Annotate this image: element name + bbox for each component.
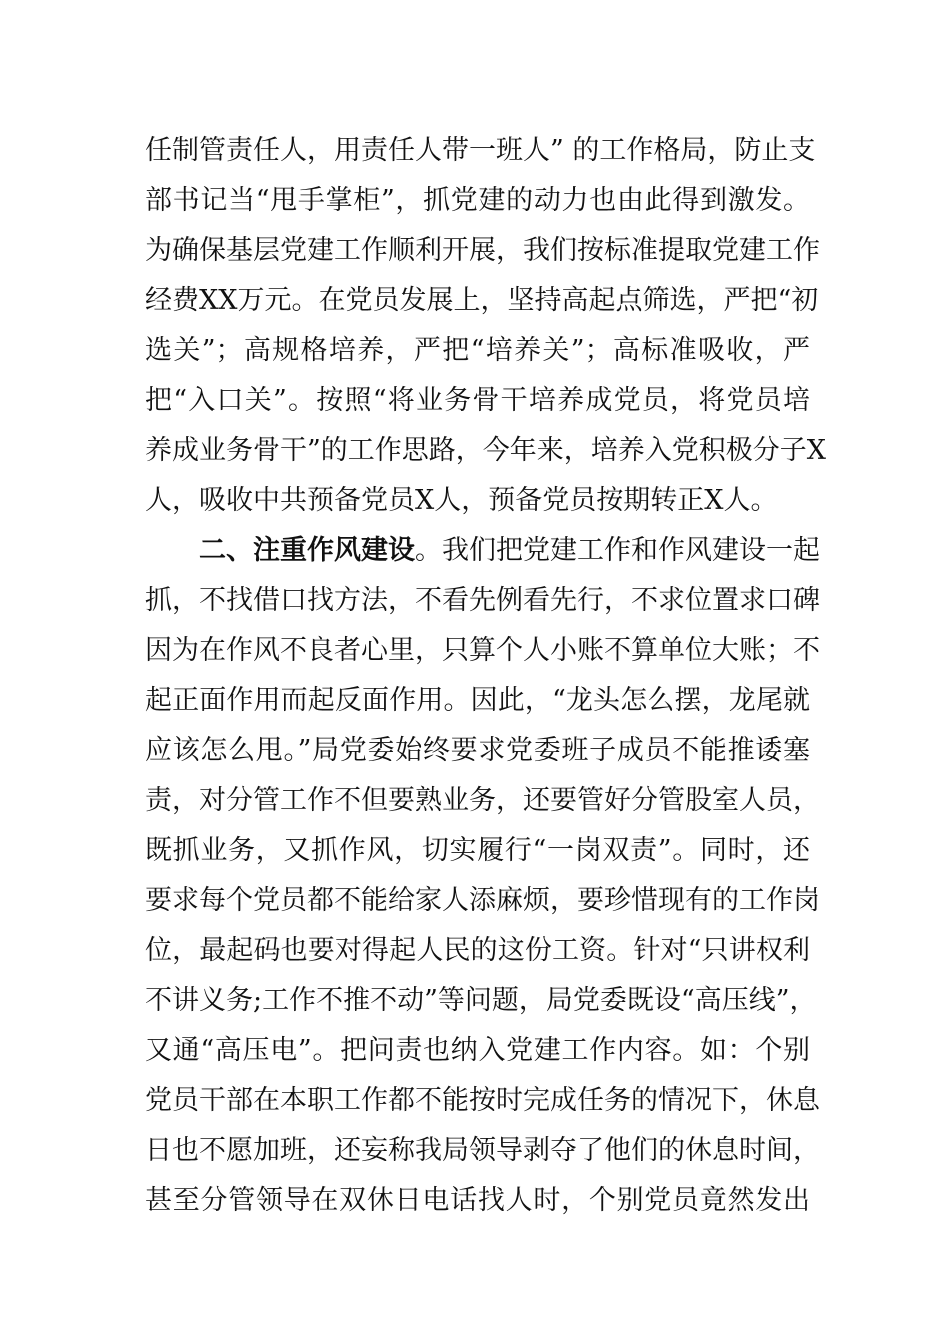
paragraph-line: 不讲义务;工作不推不动”等问题，局党委既设“高压线”， [145, 985, 817, 1016]
paragraph-line: 应该怎么甩。”局党委始终要求党委班子成员不能推诿塞 [145, 735, 810, 766]
paragraph-line: 抓，不找借口找方法，不看先例看先行，不求位置求口碑 [145, 585, 820, 616]
paragraph-line: 选关”；高规格培养，严把“培养关”；高标准吸收，严 [145, 335, 810, 366]
paragraph-line: 位，最起码也要对得起人民的这份工资。针对“只讲权利 [145, 935, 810, 966]
paragraph-line: 要求每个党员都不能给家人添麻烦，要珍惜现有的工作岗 [145, 885, 820, 916]
paragraph-line: 把“入口关”。按照“将业务骨干培养成党员，将党员培 [145, 385, 810, 416]
section-heading: 二、注重作风建设 [199, 535, 415, 566]
paragraph-line: 人，吸收中共预备党员X人，预备党员按期转正X人。 [145, 485, 778, 516]
section-heading-rest: 。我们把党建工作和作风建设一起 [415, 535, 820, 566]
paragraph-line: 部书记当“甩手掌柜”，抓党建的动力也由此得到激发。 [145, 185, 810, 216]
paragraph-line: 为确保基层党建工作顺利开展，我们按标准提取党建工作 [145, 235, 820, 266]
paragraph-line: 起正面作用而起反面作用。因此，“龙头怎么摆，龙尾就 [145, 685, 810, 716]
section-heading-line [145, 526, 820, 576]
paragraph-line: 党员干部在本职工作都不能按时完成任务的情况下，休息 [145, 1085, 820, 1116]
paragraph-line: 又通“高压电”。把问责也纳入党建工作内容。如：个别 [145, 1035, 810, 1066]
document-body [145, 126, 827, 1226]
paragraph-line: 养成业务骨干”的工作思路，今年来，培养入党积极分子X [145, 435, 827, 466]
paragraph-line: 既抓业务，又抓作风，切实履行“一岗双责”。同时，还 [145, 835, 810, 866]
paragraph-line: 甚至分管领导在双休日电话找人时，个别党员竟然发出 [145, 1185, 810, 1216]
paragraph-line: 因为在作风不良者心里，只算个人小账不算单位大账；不 [145, 635, 820, 666]
paragraph-line: 经费XX万元。在党员发展上，坚持高起点筛选，严把“初 [145, 285, 819, 316]
paragraph-line: 日也不愿加班，还妄称我局领导剥夺了他们的休息时间， [145, 1135, 820, 1166]
paragraph-line: 责，对分管工作不但要熟业务，还要管好分管股室人员， [145, 785, 820, 816]
paragraph-line: 任制管责任人，用责任人带一班人” 的工作格局，防止支 [145, 135, 816, 166]
